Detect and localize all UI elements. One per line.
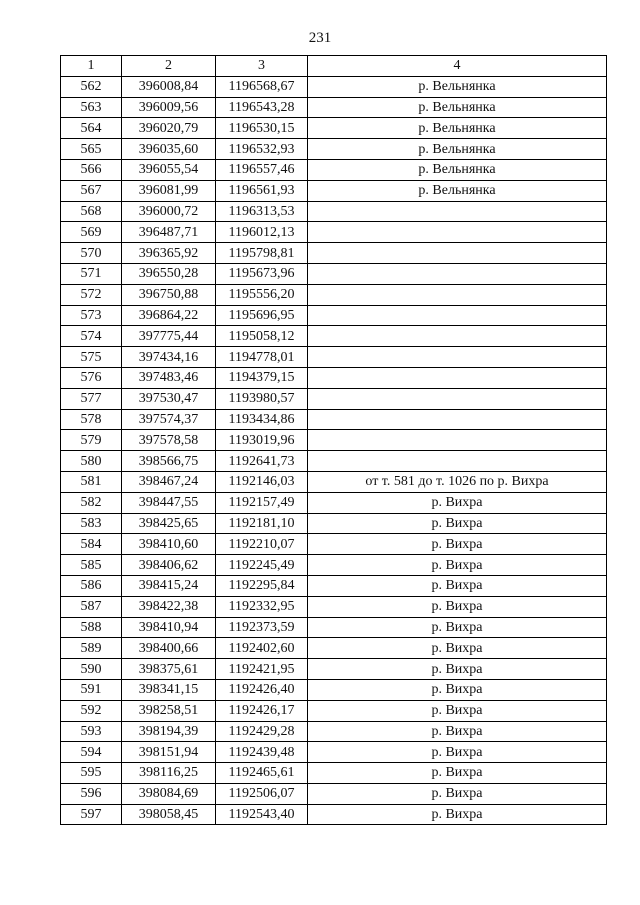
description-cell: р. Вихра xyxy=(308,783,607,804)
y-coordinate-cell: 1192426,17 xyxy=(216,700,308,721)
y-coordinate-cell: 1193980,57 xyxy=(216,388,308,409)
table-row xyxy=(61,243,607,264)
table-row xyxy=(61,804,607,825)
point-number-cell: 587 xyxy=(61,596,122,617)
x-coordinate-cell: 398375,61 xyxy=(122,659,216,680)
description-cell: р. Вельнянка xyxy=(308,97,607,118)
y-coordinate-cell: 1193019,96 xyxy=(216,430,308,451)
point-number-cell: 580 xyxy=(61,451,122,472)
point-number-cell: 585 xyxy=(61,555,122,576)
x-coordinate-cell: 398084,69 xyxy=(122,783,216,804)
point-number-cell: 572 xyxy=(61,284,122,305)
y-coordinate-cell: 1192439,48 xyxy=(216,742,308,763)
y-coordinate-cell: 1192157,49 xyxy=(216,492,308,513)
table-body xyxy=(61,76,607,825)
point-number-cell: 579 xyxy=(61,430,122,451)
description-cell: р. Вихра xyxy=(308,742,607,763)
table-row xyxy=(61,679,607,700)
x-coordinate-cell: 396035,60 xyxy=(122,139,216,160)
x-coordinate-cell: 398410,94 xyxy=(122,617,216,638)
table-row xyxy=(61,700,607,721)
point-number-cell: 577 xyxy=(61,388,122,409)
point-number-cell: 589 xyxy=(61,638,122,659)
coordinates-table xyxy=(60,55,607,825)
x-coordinate-cell: 398116,25 xyxy=(122,763,216,784)
point-number-cell: 581 xyxy=(61,471,122,492)
page-number: 231 xyxy=(308,30,332,46)
description-cell xyxy=(308,451,607,472)
y-coordinate-cell: 1192543,40 xyxy=(216,804,308,825)
table-row xyxy=(61,763,607,784)
table-row xyxy=(61,659,607,680)
x-coordinate-cell: 396081,99 xyxy=(122,180,216,201)
table-row xyxy=(61,721,607,742)
x-coordinate-cell: 398194,39 xyxy=(122,721,216,742)
x-coordinate-cell: 398566,75 xyxy=(122,451,216,472)
description-cell: р. Вихра xyxy=(308,617,607,638)
y-coordinate-cell: 1192641,73 xyxy=(216,451,308,472)
table-row xyxy=(61,118,607,139)
point-number-cell: 596 xyxy=(61,783,122,804)
description-cell xyxy=(308,409,607,430)
y-coordinate-cell: 1195556,20 xyxy=(216,284,308,305)
y-coordinate-cell: 1194778,01 xyxy=(216,347,308,368)
x-coordinate-cell: 396365,92 xyxy=(122,243,216,264)
y-coordinate-cell: 1192426,40 xyxy=(216,679,308,700)
point-number-cell: 584 xyxy=(61,534,122,555)
description-cell xyxy=(308,305,607,326)
description-cell: р. Вихра xyxy=(308,513,607,534)
description-cell: р. Вихра xyxy=(308,555,607,576)
description-cell xyxy=(308,388,607,409)
description-cell: р. Вельнянка xyxy=(308,180,607,201)
point-number-cell: 576 xyxy=(61,367,122,388)
table-row xyxy=(61,222,607,243)
point-number-cell: 595 xyxy=(61,763,122,784)
x-coordinate-cell: 397530,47 xyxy=(122,388,216,409)
y-coordinate-cell: 1196313,53 xyxy=(216,201,308,222)
y-coordinate-cell: 1192181,10 xyxy=(216,513,308,534)
table-row xyxy=(61,575,607,596)
point-number-cell: 578 xyxy=(61,409,122,430)
y-coordinate-cell: 1192506,07 xyxy=(216,783,308,804)
x-coordinate-cell: 396008,84 xyxy=(122,76,216,97)
point-number-cell: 570 xyxy=(61,243,122,264)
description-cell: р. Вихра xyxy=(308,575,607,596)
description-cell xyxy=(308,243,607,264)
point-number-cell: 568 xyxy=(61,201,122,222)
description-cell: р. Вихра xyxy=(308,679,607,700)
y-coordinate-cell: 1192402,60 xyxy=(216,638,308,659)
column-header-2: 2 xyxy=(122,56,216,77)
x-coordinate-cell: 397434,16 xyxy=(122,347,216,368)
point-number-cell: 593 xyxy=(61,721,122,742)
table-row xyxy=(61,180,607,201)
x-coordinate-cell: 396055,54 xyxy=(122,159,216,180)
description-cell xyxy=(308,326,607,347)
y-coordinate-cell: 1192373,59 xyxy=(216,617,308,638)
y-coordinate-cell: 1195798,81 xyxy=(216,243,308,264)
column-header-4: 4 xyxy=(308,56,607,77)
x-coordinate-cell: 398422,38 xyxy=(122,596,216,617)
x-coordinate-cell: 398447,55 xyxy=(122,492,216,513)
table-row xyxy=(61,534,607,555)
point-number-cell: 575 xyxy=(61,347,122,368)
x-coordinate-cell: 396000,72 xyxy=(122,201,216,222)
x-coordinate-cell: 396750,88 xyxy=(122,284,216,305)
table-row xyxy=(61,284,607,305)
table-row xyxy=(61,97,607,118)
x-coordinate-cell: 397574,37 xyxy=(122,409,216,430)
x-coordinate-cell: 398258,51 xyxy=(122,700,216,721)
table-row xyxy=(61,263,607,284)
point-number-cell: 565 xyxy=(61,139,122,160)
table-row xyxy=(61,617,607,638)
description-cell: р. Вихра xyxy=(308,721,607,742)
y-coordinate-cell: 1196012,13 xyxy=(216,222,308,243)
description-cell xyxy=(308,430,607,451)
y-coordinate-cell: 1192295,84 xyxy=(216,575,308,596)
table-row xyxy=(61,513,607,534)
point-number-cell: 591 xyxy=(61,679,122,700)
x-coordinate-cell: 397578,58 xyxy=(122,430,216,451)
description-cell xyxy=(308,284,607,305)
point-number-cell: 586 xyxy=(61,575,122,596)
description-cell xyxy=(308,263,607,284)
description-cell xyxy=(308,367,607,388)
point-number-cell: 562 xyxy=(61,76,122,97)
description-cell: р. Вихра xyxy=(308,534,607,555)
table-row xyxy=(61,492,607,513)
x-coordinate-cell: 396487,71 xyxy=(122,222,216,243)
table-row xyxy=(61,159,607,180)
y-coordinate-cell: 1196543,28 xyxy=(216,97,308,118)
y-coordinate-cell: 1194379,15 xyxy=(216,367,308,388)
table-row xyxy=(61,555,607,576)
y-coordinate-cell: 1192245,49 xyxy=(216,555,308,576)
point-number-cell: 594 xyxy=(61,742,122,763)
table-row xyxy=(61,638,607,659)
table-row xyxy=(61,326,607,347)
y-coordinate-cell: 1192421,95 xyxy=(216,659,308,680)
point-number-cell: 563 xyxy=(61,97,122,118)
column-header-1: 1 xyxy=(61,56,122,77)
y-coordinate-cell: 1192210,07 xyxy=(216,534,308,555)
y-coordinate-cell: 1192146,03 xyxy=(216,471,308,492)
table-row xyxy=(61,76,607,97)
y-coordinate-cell: 1196568,67 xyxy=(216,76,308,97)
description-cell: р. Вихра xyxy=(308,700,607,721)
table-row xyxy=(61,451,607,472)
y-coordinate-cell: 1196557,46 xyxy=(216,159,308,180)
description-cell: р. Вельнянка xyxy=(308,118,607,139)
column-header-3: 3 xyxy=(216,56,308,77)
y-coordinate-cell: 1192465,61 xyxy=(216,763,308,784)
table-row xyxy=(61,367,607,388)
x-coordinate-cell: 397483,46 xyxy=(122,367,216,388)
x-coordinate-cell: 398058,45 xyxy=(122,804,216,825)
y-coordinate-cell: 1195058,12 xyxy=(216,326,308,347)
description-cell: р. Вихра xyxy=(308,596,607,617)
table-row xyxy=(61,430,607,451)
table-row xyxy=(61,742,607,763)
table-row xyxy=(61,409,607,430)
point-number-cell: 569 xyxy=(61,222,122,243)
table-row xyxy=(61,783,607,804)
point-number-cell: 597 xyxy=(61,804,122,825)
point-number-cell: 564 xyxy=(61,118,122,139)
table-row xyxy=(61,596,607,617)
y-coordinate-cell: 1196561,93 xyxy=(216,180,308,201)
description-cell: р. Вельнянка xyxy=(308,139,607,160)
x-coordinate-cell: 396020,79 xyxy=(122,118,216,139)
x-coordinate-cell: 397775,44 xyxy=(122,326,216,347)
table-row xyxy=(61,388,607,409)
description-cell: р. Вихра xyxy=(308,659,607,680)
x-coordinate-cell: 398410,60 xyxy=(122,534,216,555)
y-coordinate-cell: 1196532,93 xyxy=(216,139,308,160)
point-number-cell: 592 xyxy=(61,700,122,721)
point-number-cell: 588 xyxy=(61,617,122,638)
description-cell: р. Вельнянка xyxy=(308,159,607,180)
point-number-cell: 583 xyxy=(61,513,122,534)
table-row xyxy=(61,471,607,492)
y-coordinate-cell: 1193434,86 xyxy=(216,409,308,430)
x-coordinate-cell: 398415,24 xyxy=(122,575,216,596)
x-coordinate-cell: 396009,56 xyxy=(122,97,216,118)
y-coordinate-cell: 1196530,15 xyxy=(216,118,308,139)
description-cell: р. Вельнянка xyxy=(308,76,607,97)
description-cell xyxy=(308,201,607,222)
y-coordinate-cell: 1195673,96 xyxy=(216,263,308,284)
description-cell: р. Вихра xyxy=(308,492,607,513)
x-coordinate-cell: 398406,62 xyxy=(122,555,216,576)
point-number-cell: 566 xyxy=(61,159,122,180)
y-coordinate-cell: 1192332,95 xyxy=(216,596,308,617)
y-coordinate-cell: 1192429,28 xyxy=(216,721,308,742)
description-cell xyxy=(308,222,607,243)
x-coordinate-cell: 398341,15 xyxy=(122,679,216,700)
y-coordinate-cell: 1195696,95 xyxy=(216,305,308,326)
table-header-row xyxy=(61,56,607,77)
table-row xyxy=(61,347,607,368)
point-number-cell: 573 xyxy=(61,305,122,326)
description-cell: р. Вихра xyxy=(308,804,607,825)
x-coordinate-cell: 398425,65 xyxy=(122,513,216,534)
x-coordinate-cell: 398400,66 xyxy=(122,638,216,659)
point-number-cell: 582 xyxy=(61,492,122,513)
table-row xyxy=(61,139,607,160)
point-number-cell: 574 xyxy=(61,326,122,347)
table-row xyxy=(61,201,607,222)
point-number-cell: 571 xyxy=(61,263,122,284)
description-cell: от т. 581 до т. 1026 по р. Вихра xyxy=(308,471,607,492)
x-coordinate-cell: 396864,22 xyxy=(122,305,216,326)
table-row xyxy=(61,305,607,326)
point-number-cell: 567 xyxy=(61,180,122,201)
description-cell: р. Вихра xyxy=(308,638,607,659)
x-coordinate-cell: 398467,24 xyxy=(122,471,216,492)
x-coordinate-cell: 398151,94 xyxy=(122,742,216,763)
description-cell xyxy=(308,347,607,368)
x-coordinate-cell: 396550,28 xyxy=(122,263,216,284)
description-cell: р. Вихра xyxy=(308,763,607,784)
point-number-cell: 590 xyxy=(61,659,122,680)
